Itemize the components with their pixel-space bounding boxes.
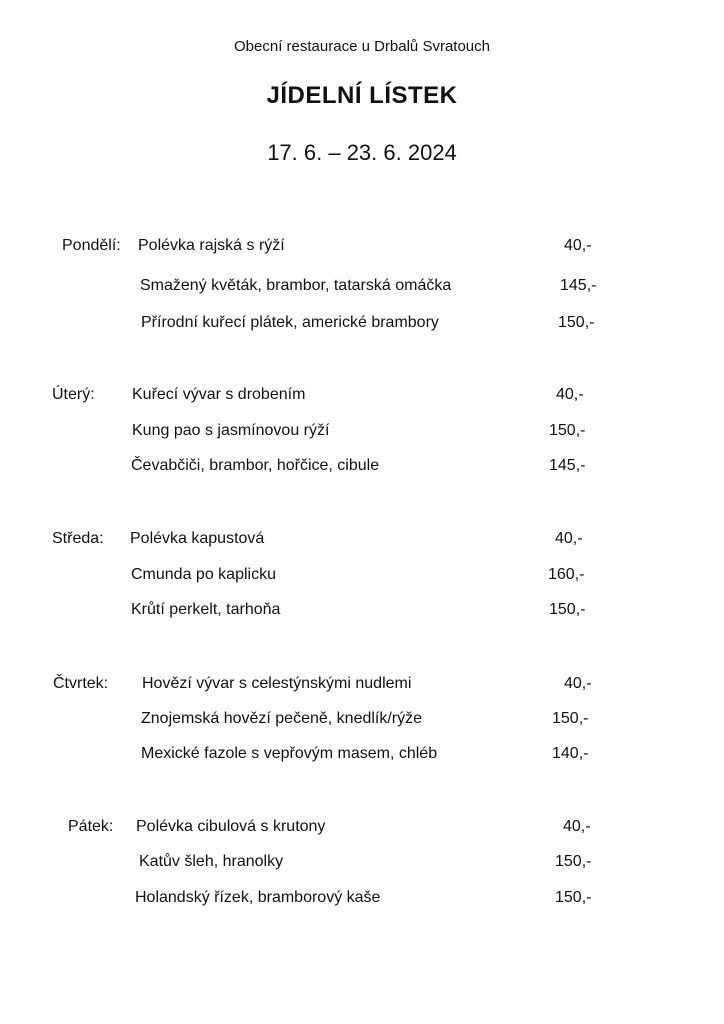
- dish-name: Polévka rajská s rýží: [138, 237, 285, 254]
- dish-name: Cmunda po kaplicku: [131, 566, 276, 583]
- dish-name: Hovězí vývar s celestýnskými nudlemi: [142, 675, 412, 692]
- dish-price: 150,-: [552, 710, 589, 727]
- dish-price: 40,-: [564, 237, 592, 254]
- day-label-friday: Pátek:: [68, 818, 114, 835]
- dish-name: Kung pao s jasmínovou rýží: [132, 422, 330, 439]
- day-label-thursday: Čtvrtek:: [53, 675, 109, 692]
- dish-name: Krůtí perkelt, tarhoňa: [131, 601, 281, 618]
- dish-price: 150,-: [558, 314, 595, 331]
- dish-price: 150,-: [555, 853, 592, 870]
- day-label-tuesday: Úterý:: [52, 386, 95, 403]
- dish-name: Znojemská hovězí pečeně, knedlík/rýže: [141, 710, 423, 727]
- dish-price: 150,-: [549, 601, 586, 618]
- dish-name: Holandský řízek, bramborový kaše: [135, 889, 381, 906]
- dish-price: 40,-: [556, 386, 584, 403]
- dish-price: 140,-: [552, 745, 589, 762]
- dish-name: Mexické fazole s vepřovým masem, chléb: [141, 745, 438, 762]
- dish-name: Polévka kapustová: [130, 530, 265, 547]
- dish-name: Smažený květák, brambor, tatarská omáčka: [140, 277, 452, 294]
- dish-price: 40,-: [555, 530, 583, 547]
- dish-name: Čevabčiči, brambor, hořčice, cibule: [131, 457, 380, 474]
- day-label-monday: Pondělí:: [62, 237, 121, 254]
- dish-price: 145,-: [549, 457, 586, 474]
- dish-name: Kuřecí vývar s drobením: [132, 386, 306, 403]
- dish-name: Přírodní kuřecí plátek, americké brambory: [141, 314, 439, 331]
- dish-price: 160,-: [548, 566, 585, 583]
- dish-price: 40,-: [564, 675, 592, 692]
- dish-price: 150,-: [555, 889, 592, 906]
- dish-name: Katův šleh, hranolky: [139, 853, 284, 870]
- page-title: JÍDELNÍ LÍSTEK: [266, 82, 458, 109]
- restaurant-name: Obecní restaurace u Drbalů Svratouch: [234, 38, 490, 55]
- date-range: 17. 6. – 23. 6. 2024: [267, 140, 457, 165]
- dish-name: Polévka cibulová s krutony: [136, 818, 326, 835]
- dish-price: 150,-: [549, 422, 586, 439]
- day-label-wednesday: Středa:: [52, 530, 104, 547]
- dish-price: 40,-: [563, 818, 591, 835]
- dish-price: 145,-: [560, 277, 597, 294]
